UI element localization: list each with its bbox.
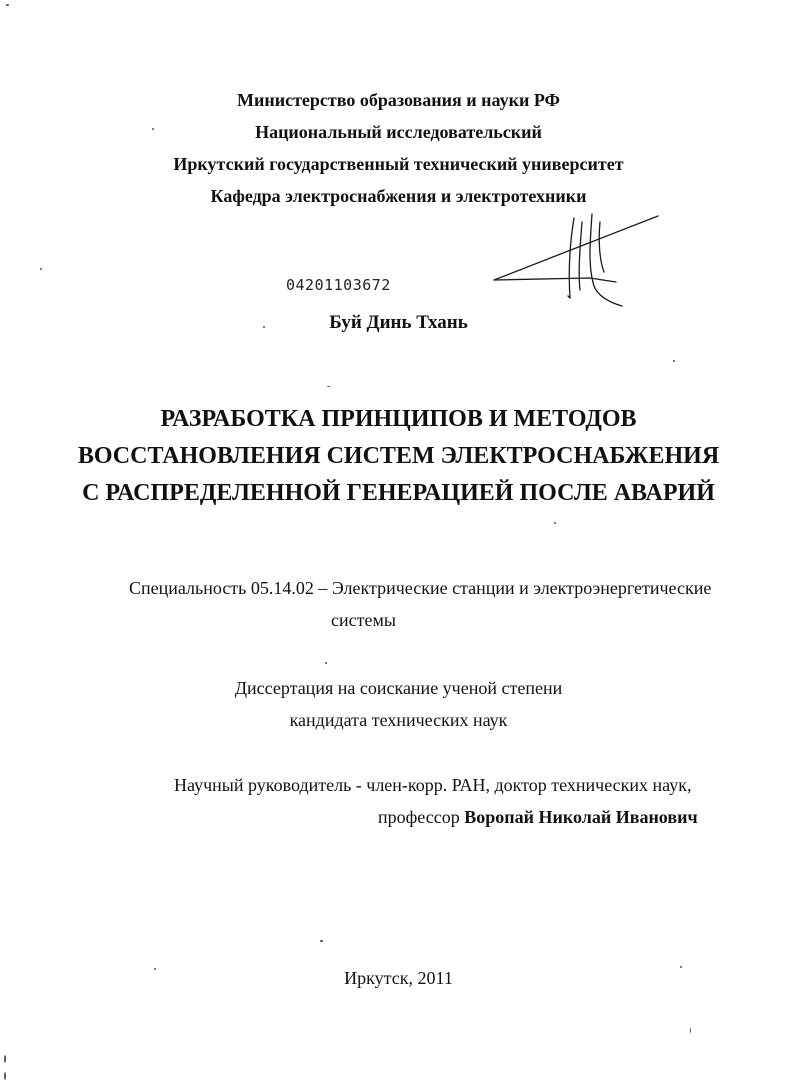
scan-speck: [690, 1028, 691, 1033]
scan-speck: [152, 128, 154, 130]
department-line: Кафедра электроснабжения и электротехники: [210, 186, 587, 206]
degree-line-1: Диссертация на соискание ученой степени: [234, 678, 563, 698]
national-line: Национальный исследовательский: [255, 122, 542, 142]
supervisor-name: Воропай Николай Иванович: [464, 807, 698, 827]
scan-speck: [40, 268, 42, 270]
title-line-1: РАЗРАБОТКА ПРИНЦИПОВ И МЕТОДОВ: [160, 406, 637, 432]
scan-speck: [4, 1055, 6, 1063]
scan-speck: [4, 1072, 6, 1080]
degree-line-2: кандидата технических наук: [289, 710, 508, 730]
supervisor-line-2: [378, 807, 698, 828]
scan-speck: [154, 968, 156, 970]
city-year: Иркутск, 2011: [344, 968, 453, 988]
scan-speck: [554, 522, 556, 524]
scan-speck: [6, 4, 9, 6]
author-name: Буй Динь Тхань: [329, 312, 468, 333]
ministry-line: Министерство образования и науки РФ: [237, 90, 560, 110]
specialty-line-1: Специальность 05.14.02 – Электрические станции и электроэнергетические: [129, 578, 712, 598]
title-line-3: С РАСПРЕДЕЛЕННОЙ ГЕНЕРАЦИЕЙ ПОСЛЕ АВАРИЙ: [82, 480, 715, 506]
registration-number: 04201103672: [286, 276, 391, 294]
title-line-2: ВОССТАНОВЛЕНИЯ СИСТЕМ ЭЛЕКТРОСНАБЖЕНИЯ: [77, 443, 720, 469]
specialty-line-2: системы: [331, 610, 396, 630]
scan-speck: [263, 326, 265, 328]
supervisor-line-1: Научный руководитель - член-корр. РАН, доктор технических наук,: [174, 775, 692, 795]
scan-speck: [680, 966, 682, 968]
scan-speck: [325, 662, 327, 664]
signature-icon: [490, 212, 670, 312]
scan-speck: [320, 940, 323, 942]
scan-speck: [673, 360, 675, 362]
scan-speck: [327, 386, 330, 387]
supervisor-prefix: профессор: [378, 807, 460, 827]
university-line: Иркутский государственный технический университет: [173, 154, 624, 174]
